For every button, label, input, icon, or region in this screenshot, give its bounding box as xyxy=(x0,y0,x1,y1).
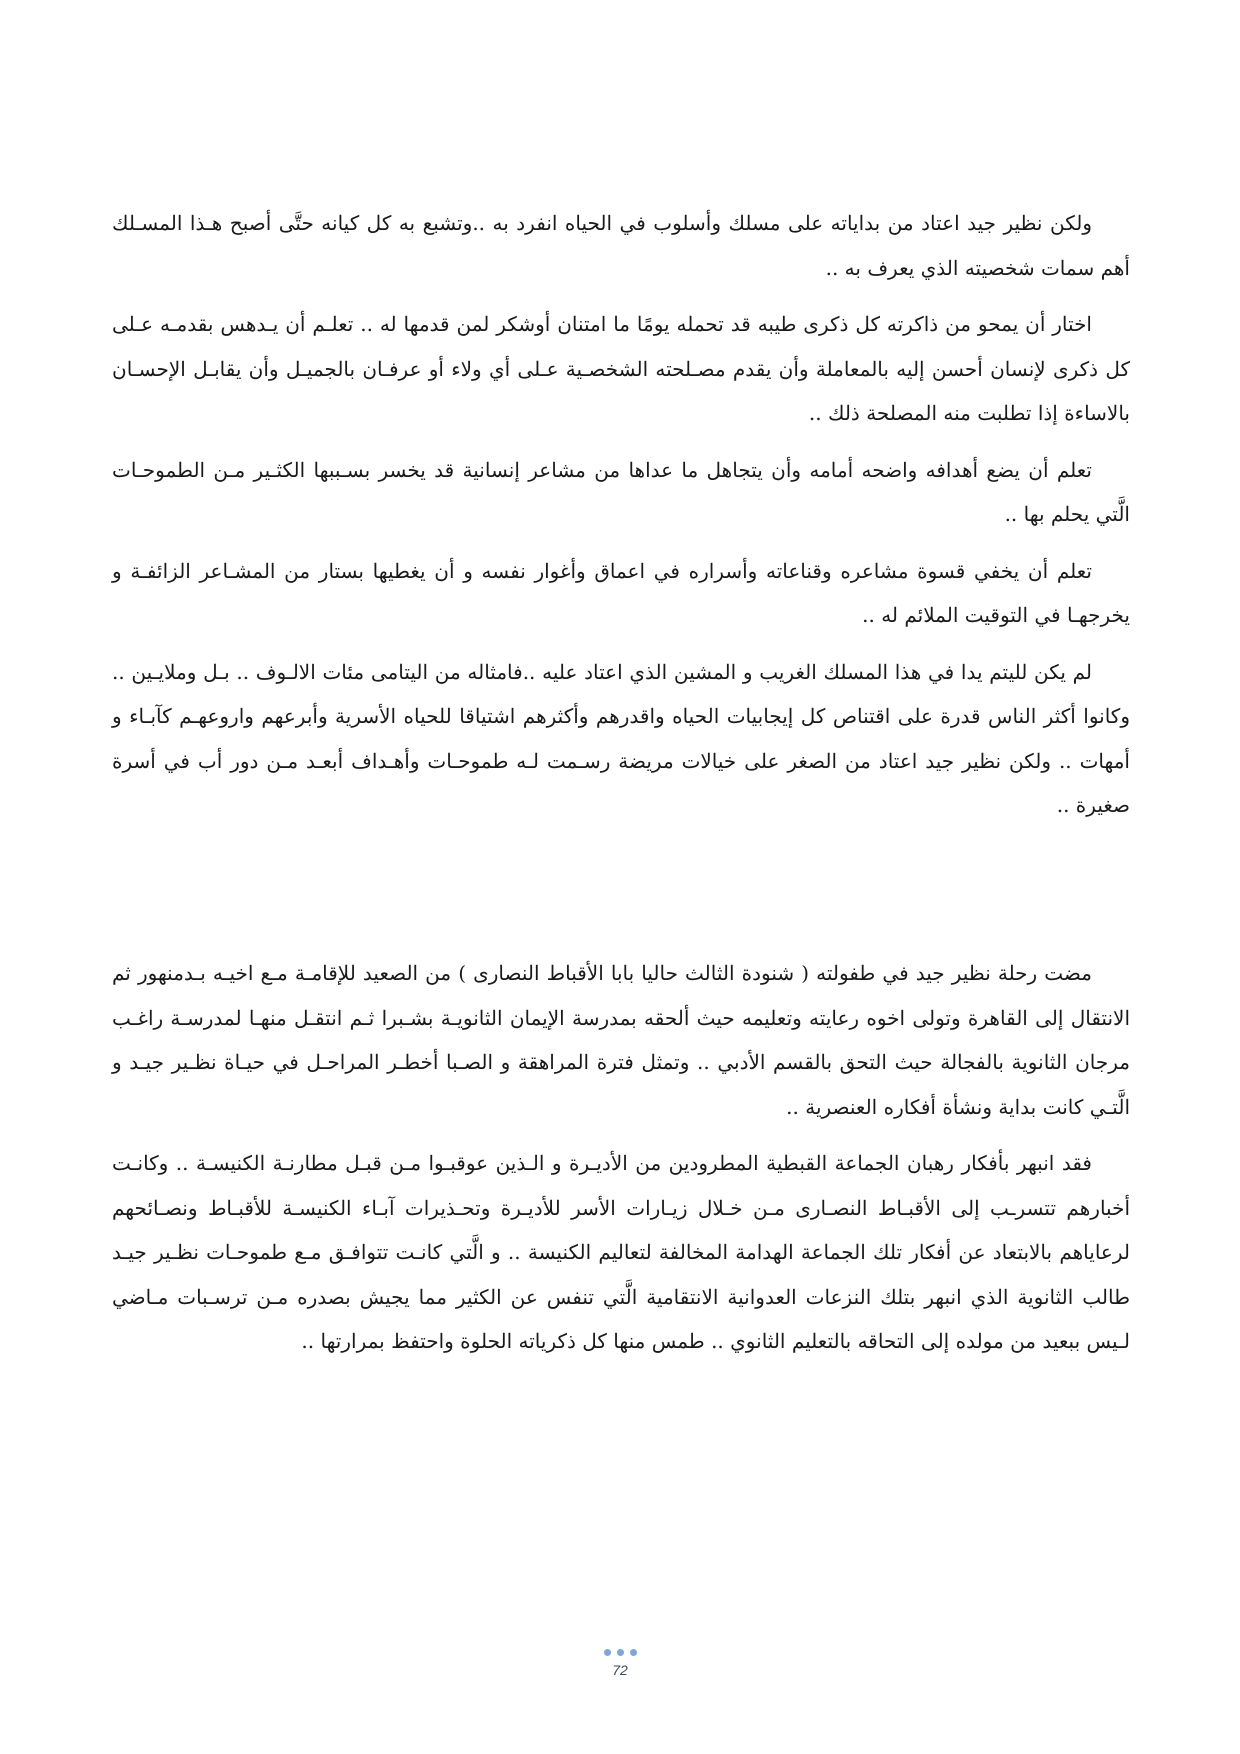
paragraph: اختار أن يمحو من ذاكرته كل ذكرى طيبه قد تحمله يومًا ما امتنان أوشكر لمن قدمها له .. تعلـم أن يـدهس بقدمـه عـلى كل ذكرى لإنسان أحسن إليه بالمعاملة وأن يقدم مصـلحته الشخصـية عـلى أي ولاء أو عرفـان بالجميـل وأن يقابـل الإحسـان بالاساءة إذا تطلبت منه المصلحة ذلك .. xyxy=(112,312,1130,425)
paragraph: لم يكن لليتم يدا في هذا المسلك الغريب و المشين الذي اعتاد عليه ..فامثاله من اليتامى مئات الالـوف .. بـل وملايـين .. وكانوا أكثر الناس قدرة على اقتناص كل إيجابيات الحياه واقدرهم وأكثرهم اشتياقا للحياه الأسرية وأبرعهم واروعهـم كآبـاء و أمهات .. ولكن نظير جيد اعتاد من الصغر على خيالات مريضة رسـمت لـه طموحـات وأهـداف أبعـد مـن دور أب في أسرة صغيرة .. xyxy=(112,659,1130,817)
page-footer xyxy=(0,1641,1240,1678)
paragraph: مضت رحلة نظير جيد في طفولته ( شنودة الثالث حاليا بابا الأقباط النصارى ) من الصعيد للإقامـة مـع اخيـه بـدمنهور ثم الانتقال إلى القاهرة وتولى اخوه رعايته وتعليمه حيث ألحقه بمدرسة الإيمان الثانويـة بشـبرا ثـم انتقـل منهـا لمدرسـة راغـب مرجان الثانوية بالفجالة حيث التحق بالقسم الأدبي .. وتمثل فترة المراهقة و الصـبا أخطـر المراحـل في حيـاة نظـير جيـد و الَّتـي كانت بداية ونشأة أفكاره العنصرية .. xyxy=(112,961,1130,1119)
paragraph: تعلم أن يخفي قسوة مشاعره وقناعاته وأسراره في اعماق وأغوار نفسه و أن يغطيها بستار من المشـاعر الزائفـة و يخرجهـا في التوقيت الملائم له .. xyxy=(112,558,1130,627)
dot-icon xyxy=(604,1649,611,1656)
dot-icon xyxy=(617,1649,624,1656)
page-number: 72 xyxy=(612,1662,628,1678)
paragraph: فقد انبهر بأفكار رهبان الجماعة القبطية المطرودين من الأديـرة و الـذين عوقبـوا مـن قبـل مطارنـة الكنيسـة .. وكانـت أخبارهم تتسرـب إلى الأقبـاط النصـارى مـن خـلال زيـارات الأسر للأديـرة وتحـذيرات آبـاء الكنيسـة للأقبـاط ونصـائحهم لرعاياهم بالابتعاد عن أفكار تلك الجماعة الهدامة المخالفة لتعاليم الكنيسة .. و الَّتي كانـت تتوافـق مـع طموحـات نظـير جيـد طالب الثانوية الذي انبهر بتلك النزعات العدوانية الانتقامية الَّتي تنفس عن الكثير مما يجيش بصدره مـن ترسـبات مـاضي لـيس ببعيد من مولده إلى التحاقه بالتعليم الثانوي .. طمس منها كل ذكرياته الحلوة واحتفظ بمرارتها .. xyxy=(112,1151,1131,1353)
text-section-2 xyxy=(112,951,1130,1376)
page-ornament-dots-icon xyxy=(604,1649,637,1656)
paragraph: تعلم أن يضع أهدافه واضحه أمامه وأن يتجاهل ما عداها من مشاعر إنسانية قد يخسر بسـببها الكثـير مـن الطموحـات الَّتي يحلم بها .. xyxy=(112,457,1130,526)
text-section-1 xyxy=(112,201,1130,840)
dot-icon xyxy=(630,1649,637,1656)
paragraph: ولكن نظير جيد اعتاد من بداياته على مسلك وأسلوب في الحياه انفرد به ..وتشبع به كل كيانه حتَّى أصبح هـذا المسـلك أهم سمات شخصيته الذي يعرف به .. xyxy=(112,211,1130,280)
